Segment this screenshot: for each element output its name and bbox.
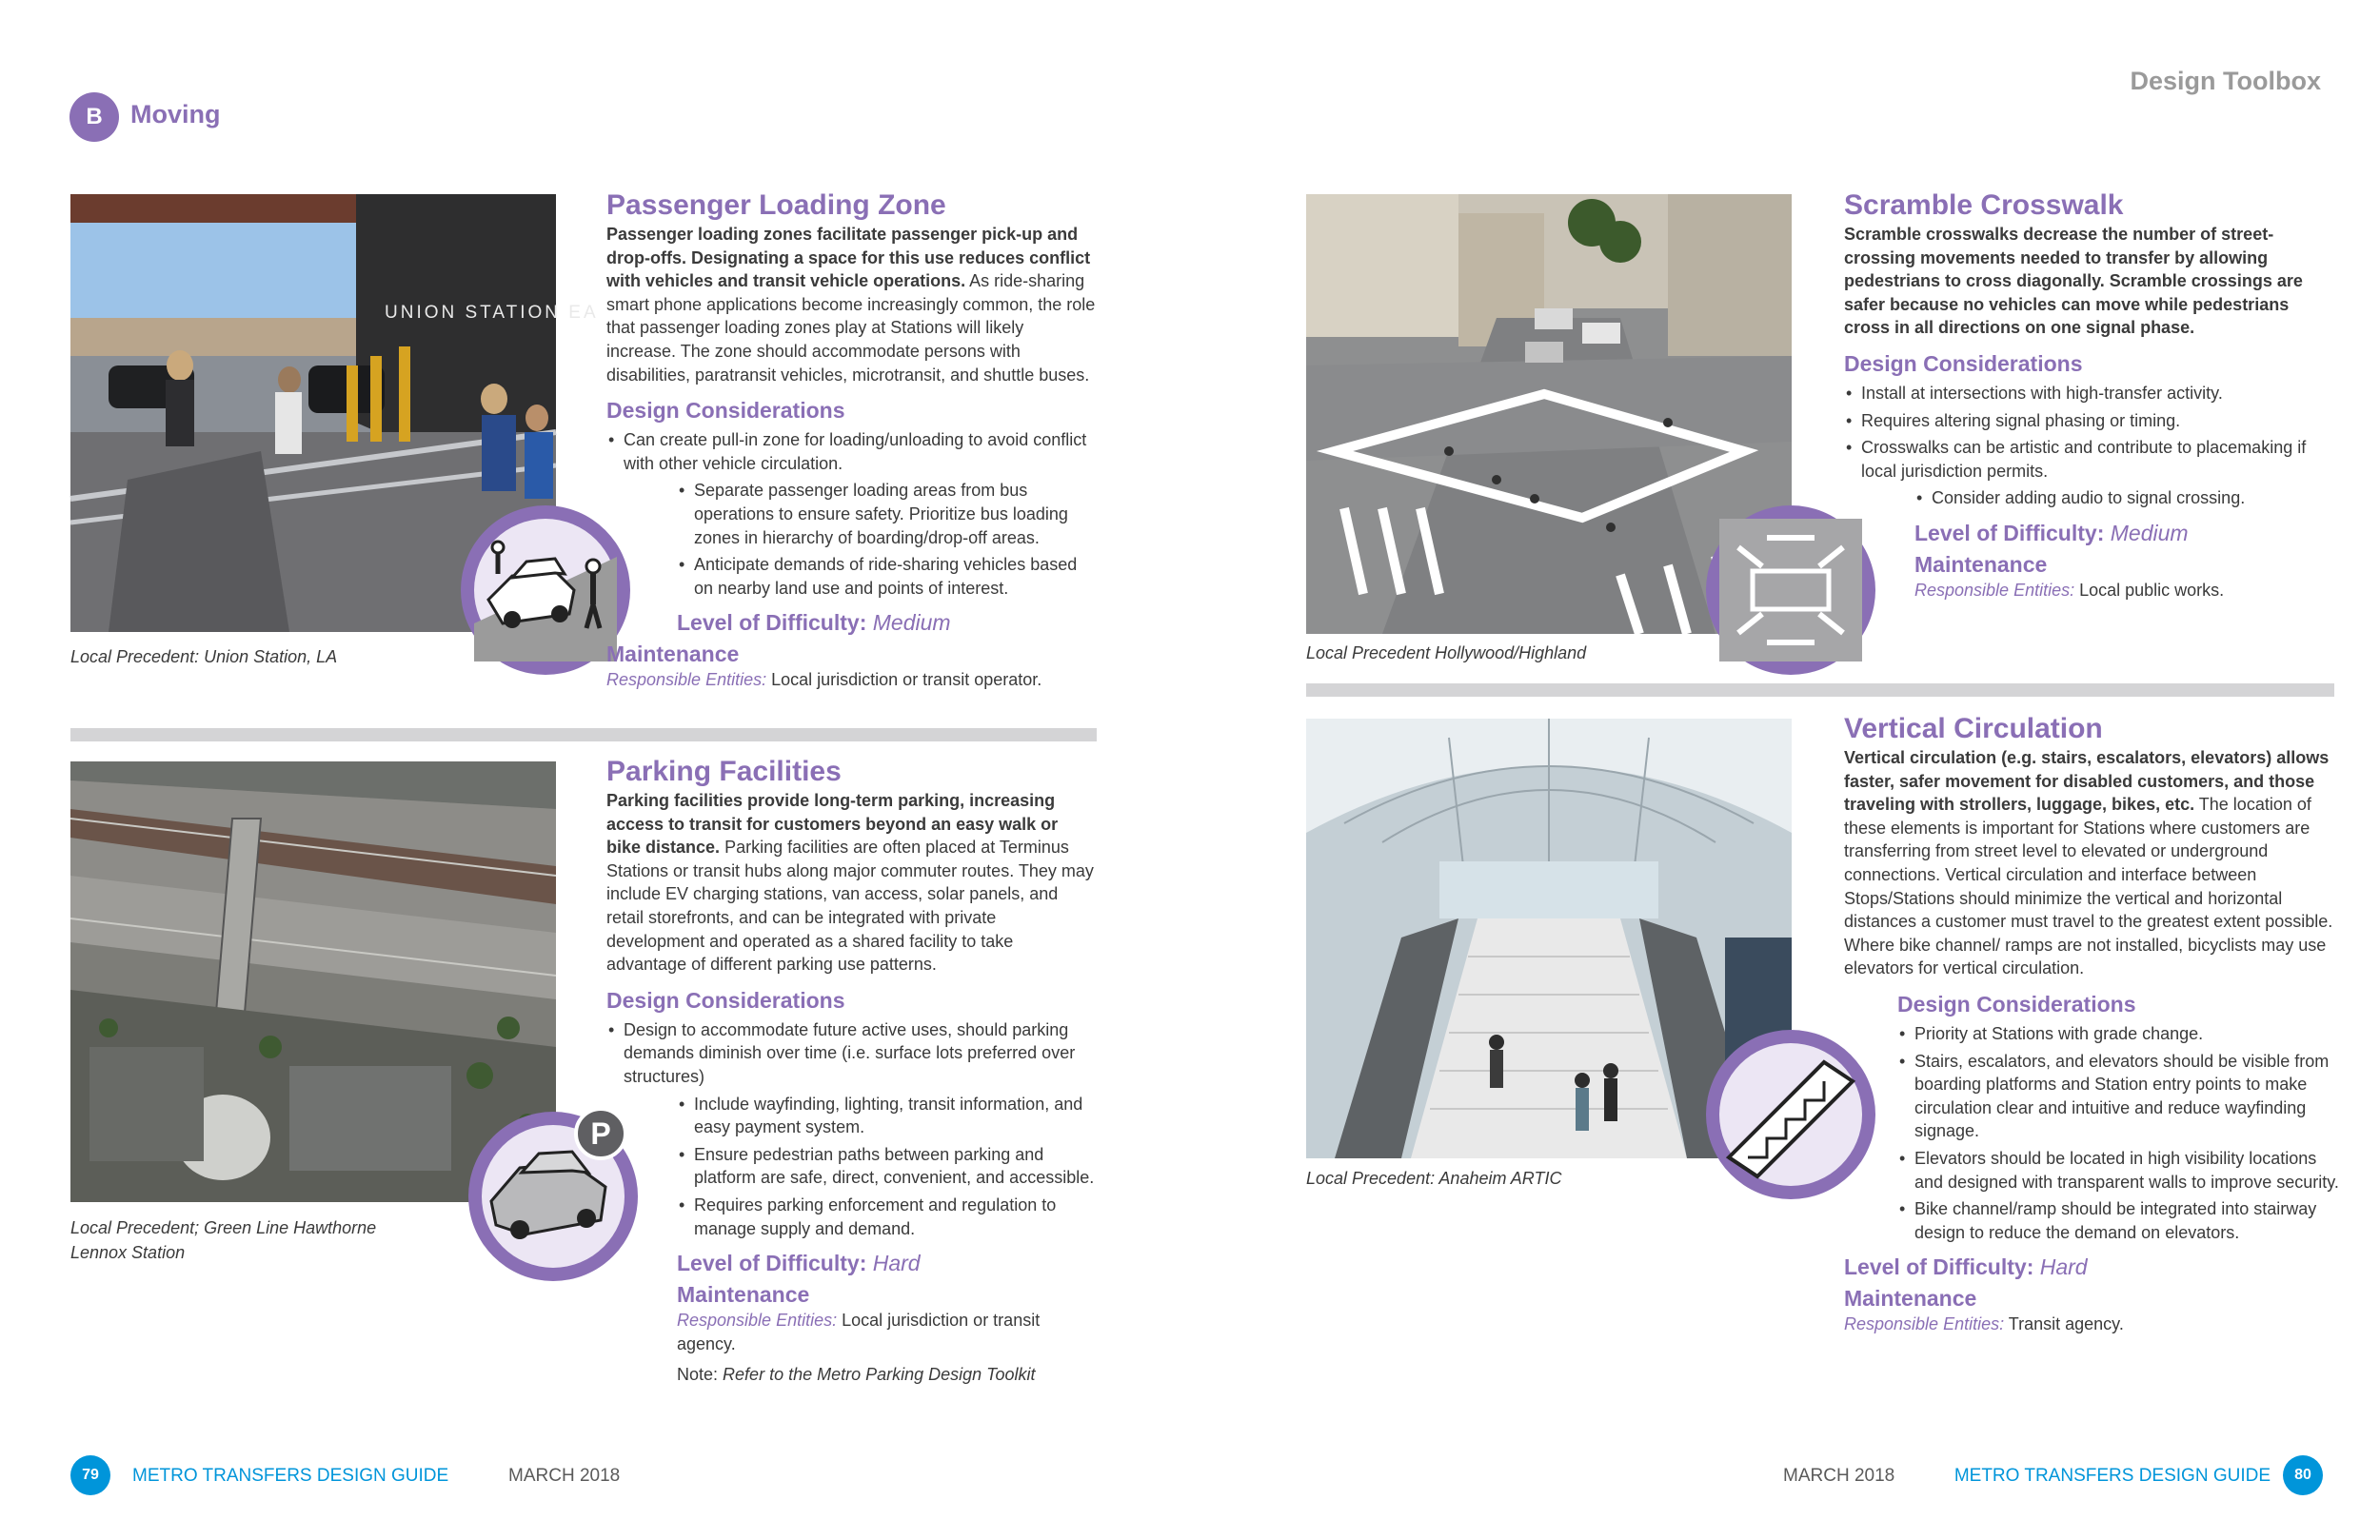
scramble-responsible: Responsible Entities: Local public works. bbox=[1914, 580, 2225, 600]
parking-note: Note: Refer to the Metro Parking Design Toolkit bbox=[677, 1365, 1036, 1385]
passenger-loading-difficulty: Level of Difficulty: Medium bbox=[677, 610, 951, 636]
left-page-number: 79 bbox=[70, 1455, 110, 1495]
passenger-loading-bullet: • Anticipate demands of ride-sharing vehicles based on nearby land use and points of interest. bbox=[677, 553, 1097, 600]
passenger-loading-considerations-heading: Design Considerations bbox=[606, 398, 845, 424]
scramble-crosswalk-icon bbox=[1719, 519, 1862, 661]
vertical-maintenance-heading: Maintenance bbox=[1844, 1286, 1977, 1312]
passenger-loading-bullet: • Can create pull-in zone for loading/unloading to avoid conflict with other vehicle circulation. bbox=[606, 428, 1097, 475]
right-divider bbox=[1306, 683, 2334, 697]
left-divider bbox=[70, 728, 1097, 741]
parking-maintenance-heading: Maintenance bbox=[677, 1282, 810, 1308]
left-footer-guide: METRO TRANSFERS DESIGN GUIDE bbox=[132, 1466, 449, 1486]
passenger-loading-maintenance-heading: Maintenance bbox=[606, 642, 740, 667]
parking-difficulty: Level of Difficulty: Hard bbox=[677, 1251, 921, 1276]
scramble-bullet: • Requires altering signal phasing or timing. bbox=[1844, 409, 2339, 433]
passenger-loading-section bbox=[606, 188, 1097, 692]
toolbox-title: Design Toolbox bbox=[2130, 67, 2321, 95]
vertical-bullet: • Bike channel/ramp should be integrated into stairway design to reduce the demand on elevators. bbox=[1897, 1197, 2339, 1244]
vertical-bullet: • Elevators should be located in high visibility locations and designed with transparent walls to improve security. bbox=[1897, 1147, 2339, 1194]
scramble-considerations-heading: Design Considerations bbox=[1844, 350, 2083, 376]
left-footer-date: MARCH 2018 bbox=[508, 1466, 621, 1486]
passenger-loading-responsible: Responsible Entities: Local jurisdiction or transit operator. bbox=[606, 670, 1042, 690]
parking-title: Parking Facilities bbox=[606, 756, 842, 787]
scramble-bullet: • Crosswalks can be artistic and contribute to placemaking if local jurisdiction permits. bbox=[1844, 436, 2339, 483]
car-pedestrian-icon bbox=[474, 519, 617, 661]
union-station-caption: Local Precedent: Union Station, LA bbox=[70, 647, 338, 666]
anaheim-caption: Local Precedent: Anaheim ARTIC bbox=[1306, 1169, 1562, 1188]
parking-responsible: Responsible Entities: Local jurisdiction or transit agency. bbox=[677, 1311, 1041, 1353]
section-title: Moving bbox=[130, 100, 221, 128]
right-page-number: 80 bbox=[2283, 1455, 2323, 1495]
vertical-responsible: Responsible Entities: Transit agency. bbox=[1844, 1314, 2124, 1334]
parking-intro: Parking facilities provide long-term parking, increasing access to transit for customers beyond an easy walk or bike distance. Parking facilities are often placed at Terminus Stations or transit hubs along major commuter routes. They may include EV charging stations, van access, solar panels, and retail storefronts, and can be integrated with private development and operated as a shared facility to take advantage of different parking use patterns. bbox=[606, 791, 1094, 975]
parking-section bbox=[606, 755, 1097, 1387]
section-badge: B bbox=[69, 92, 119, 142]
parking-considerations-heading: Design Considerations bbox=[606, 987, 845, 1013]
passenger-loading-title: Passenger Loading Zone bbox=[606, 189, 946, 221]
scramble-bullet: • Install at intersections with high-transfer activity. bbox=[1844, 382, 2339, 405]
right-footer-guide: METRO TRANSFERS DESIGN GUIDE bbox=[1954, 1466, 2271, 1486]
scramble-section bbox=[1844, 188, 2339, 602]
hawthorne-caption: Local Precedent; Green Line Hawthorne Lennox Station bbox=[70, 1218, 377, 1262]
scramble-title: Scramble Crosswalk bbox=[1844, 189, 2124, 221]
vertical-bullet: • Priority at Stations with grade change. bbox=[1897, 1022, 2339, 1046]
right-footer-date: MARCH 2018 bbox=[1783, 1466, 1895, 1486]
escalator-icon bbox=[1719, 1043, 1862, 1186]
scramble-maintenance-heading: Maintenance bbox=[1914, 551, 2048, 577]
parking-bullet: • Include wayfinding, lighting, transit information, and easy payment system. bbox=[677, 1093, 1097, 1139]
passenger-loading-bullet: • Separate passenger loading areas from bus operations to ensure safety. Prioritize bus loading zones in hierarchy of boarding/drop-off areas. bbox=[677, 479, 1097, 549]
scramble-difficulty: Level of Difficulty: Medium bbox=[1914, 520, 2189, 545]
passenger-loading-intro: Passenger loading zones facilitate passenger pick-up and drop-offs. Designating a space for this use reduces conflict with vehicles and transit vehicle operations. As ride-sharing smart phone applications become increasingly common, the role that passenger loading zones play at Stations will likely increase. The zone should accommodate persons with disabilities, paratransit vehicles, microtransit, and shuttle buses. bbox=[606, 225, 1096, 385]
scramble-bullet: • Consider adding audio to signal crossing. bbox=[1914, 486, 2339, 510]
photo-sign-text: UNION STATION EA bbox=[385, 303, 599, 323]
vertical-difficulty: Level of Difficulty: Hard bbox=[1844, 1254, 2088, 1280]
vertical-bullet: • Stairs, escalators, and elevators should be visible from boarding platforms and Station entry points to make circulation clear and intuitive and reduce wayfinding signage. bbox=[1897, 1050, 2339, 1143]
hollywood-caption: Local Precedent Hollywood/Highland bbox=[1306, 643, 1587, 662]
parking-bullet: • Requires parking enforcement and regulation to manage supply and demand. bbox=[677, 1194, 1097, 1240]
parking-bullet: • Design to accommodate future active uses, should parking demands diminish over time (i.e. surface lots preferred over structures) bbox=[606, 1018, 1097, 1089]
scramble-intro: Scramble crosswalks decrease the number of street-crossing movements needed to transfer by allowing pedestrians to cross diagonally. Scramble crossings are safer because no vehicles can move while pedestrians cross in all directions on one signal phase. bbox=[1844, 225, 2303, 338]
parking-bullet: • Ensure pedestrian paths between parking and platform are safe, direct, convenient, and accessible. bbox=[677, 1143, 1097, 1190]
parking-p-icon: P bbox=[574, 1107, 627, 1160]
vertical-considerations-heading: Design Considerations bbox=[1897, 991, 2136, 1017]
loading-zone-icon-badge bbox=[461, 505, 630, 675]
vertical-title: Vertical Circulation bbox=[1844, 713, 2103, 744]
vertical-section bbox=[1844, 712, 2339, 1336]
vertical-intro: Vertical circulation (e.g. stairs, escalators, elevators) allows faster, safer movement for disabled customers, and those traveling with strollers, luggage, bikes, etc. The location of these elements is important for Stations where customers are transferring from street level to elevated or underground connections. Vertical circulation and interface between Stops/Stations should minimize the vertical and horizontal distances a customer must travel to the greatest extent possible. Where bike channel/ ramps are not installed, bicyclists may use elevators for vertical circulation. bbox=[1844, 748, 2333, 978]
